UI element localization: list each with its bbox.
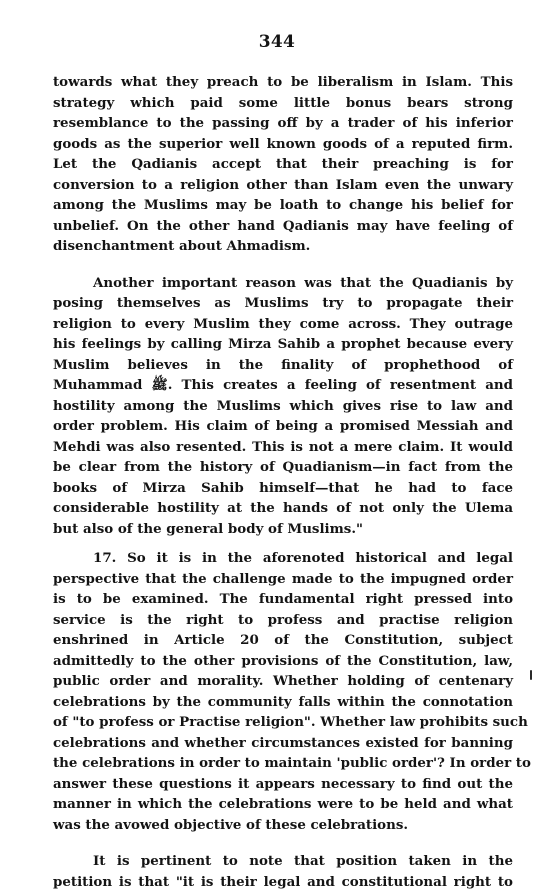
text-line: Another important reason was that the Quadianis by — [53, 273, 513, 294]
text-line: Mehdi was also resented. This is not a mere claim. It would — [53, 437, 513, 458]
text-line: among the Muslims may be loath to change his belief for — [53, 195, 513, 216]
text-line: celebrations and whether circumstances existed for banning — [53, 733, 513, 754]
text-line: Muhammad ﷺ. This creates a feeling of resentment and — [53, 375, 513, 396]
page-number: 344 — [0, 32, 554, 52]
paragraph-gap — [53, 539, 513, 548]
text-line: goods as the superior well known goods of a reputed firm. — [53, 134, 513, 155]
text-line: religion to every Muslim they come across. They outrage — [53, 314, 513, 335]
paragraph-4 — [53, 851, 513, 892]
text-line: manner in which the celebrations were to be held and what — [53, 794, 513, 815]
text-line: service is the right to profess and practise religion — [53, 610, 513, 631]
text-line: admittedly to the other provisions of the Constitution, law, — [53, 651, 513, 672]
text-line: is to be examined. The fundamental right pressed into — [53, 589, 513, 610]
text-line: considerable hostility at the hands of not only the Ulema — [53, 498, 513, 519]
text-line: of "to profess or Practise religion". Whether law prohibits such — [53, 712, 513, 733]
text-line: celebrations by the community falls within the connotation — [53, 692, 513, 713]
text-line: his feelings by calling Mirza Sahib a prophet because every — [53, 334, 513, 355]
paragraph-gap — [53, 257, 513, 273]
text-line: 17. So it is in the aforenoted historical and legal — [53, 548, 513, 569]
text-line: answer these questions it appears necessary to find out the — [53, 774, 513, 795]
text-line: books of Mirza Sahib himself—that he had to face — [53, 478, 513, 499]
text-line: posing themselves as Muslims try to propagate their — [53, 293, 513, 314]
text-line: public order and morality. Whether holding of centenary — [53, 671, 513, 692]
body-text — [53, 72, 513, 892]
text-line: hostility among the Muslims which gives rise to law and — [53, 396, 513, 417]
text-line: was the avowed objective of these celebrations. — [53, 815, 513, 836]
text-line: but also of the general body of Muslims." — [53, 519, 513, 540]
text-line: It is pertinent to note that position taken in the — [53, 851, 513, 872]
text-line: unbelief. On the other hand Qadianis may have feeling of — [53, 216, 513, 237]
text-line: enshrined in Article 20 of the Constitution, subject — [53, 630, 513, 651]
text-line: Let the Qadianis accept that their preaching is for — [53, 154, 513, 175]
text-line: resemblance to the passing off by a trader of his inferior — [53, 113, 513, 134]
text-line: towards what they preach to be liberalism in Islam. This — [53, 72, 513, 93]
paragraph-1 — [53, 72, 513, 257]
margin-scan-mark — [530, 670, 532, 680]
paragraph-gap — [53, 835, 513, 851]
text-line: order problem. His claim of being a promised Messiah and — [53, 416, 513, 437]
text-line: petition is that "it is their legal and constitutional right to — [53, 872, 513, 892]
paragraph-2 — [53, 273, 513, 540]
text-line: perspective that the challenge made to the impugned order — [53, 569, 513, 590]
paragraph-3 — [53, 548, 513, 835]
text-line: strategy which paid some little bonus bears strong — [53, 93, 513, 114]
text-line: the celebrations in order to maintain 'public order'? In order to — [53, 753, 513, 774]
text-line: conversion to a religion other than Islam even the unwary — [53, 175, 513, 196]
text-line: be clear from the history of Quadianism—in fact from the — [53, 457, 513, 478]
text-line: Muslim believes in the finality of prophethood of — [53, 355, 513, 376]
text-line: disenchantment about Ahmadism. — [53, 236, 513, 257]
